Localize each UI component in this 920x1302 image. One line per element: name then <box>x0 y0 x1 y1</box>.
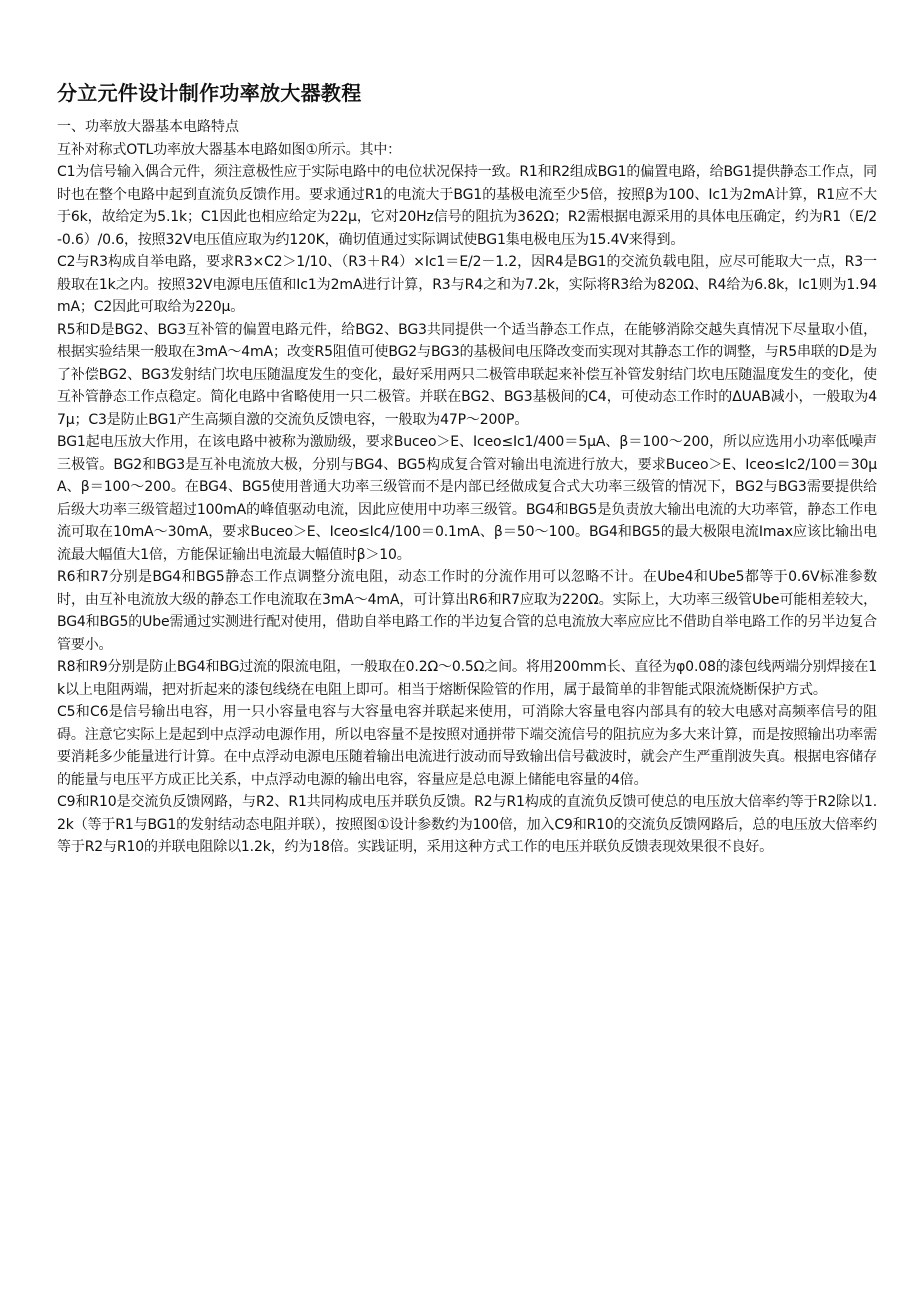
paragraph-r5-d: R5和D是BG2、BG3互补管的偏置电路元件，给BG2、BG3共同提供一个适当静态工作点，在能够消除交越失真情况下尽量取小值，根据实验结果一般取在3mA～4mA；改变R5阻值可使BG2与BG3的基极间电压降改变而实现对其静态工作的调整，与R5串联的D是为了补偿BG2、BG3发射结门坎电压随温度发生的变化，最好采用两只二极管串联起来补偿互补管发射结门坎电压随温度发生的变化，使互补管静态工作点稳定。简化电路中省略使用一只二极管。并联在BG2、BG3基极间的C4，可使动态工作时的ΔUAB减小，一般取为47μ；C3是防止BG1产生高频自激的交流负反馈电容，一般取为47P～200P。 <box>57 321 877 428</box>
intro-paragraph: 互补对称式OTL功率放大器基本电路如图①所示。其中： <box>57 141 402 158</box>
document-page <box>57 78 877 859</box>
document-title: 分立元件设计制作功率放大器教程 <box>57 81 362 105</box>
paragraph-c2-r3: C2与R3构成自举电路，要求R3×C2＞1/10、（R3＋R4）×Ic1＝E/2－1.2，因R4是BG1的交流负载电阻，应尽可能取大一点，R3一般取在1k之内。按照32V电源电压值和Ic1为2mA进行计算，R3与R4之和为7.2k，实际将R3给为820Ω、R4给为6.8k，Ic1则为1.94mA；C2因此可取给为220μ。 <box>57 254 877 315</box>
paragraph-bg1: BG1起电压放大作用，在该电路中被称为激励级，要求Buceo＞E、Iceo≤Ic1/400＝5μA、β＝100～200，所以应选用小功率低噪声三极管。BG2和BG3是互补电流放大极，分别与BG4、BG5构成复合管对输出电流进行放大，要求Buceo＞E、Iceo≤Ic2/100＝30μA、β＝100～200。在BG4、BG5使用普通大功率三级管而不是内部已经做成复合式大功率三级管的情况下，BG2与BG3需要提供给后级大功率三级管超过100mA的峰值驱动电流，因此应使用中功率三级管。BG4和BG5是负责放大输出电流的大功率管，静态工作电流可取在10mA～30mA，要求Buceo＞E、Iceo≤Ic4/100＝0.1mA、β＝50～100。BG4和BG5的最大极限电流Imax应该比输出电流最大幅值大1倍，方能保证输出电流最大幅值时β＞10。 <box>57 434 877 563</box>
section-heading: 一、功率放大器基本电路特点 <box>57 119 239 135</box>
paragraph-r8-r9: R8和R9分别是防止BG4和BG过流的限流电阻，一般取在0.2Ω～0.5Ω之间。将用200mm长、直径为φ0.08的漆包线两端分别焊接在1k以上电阻两端，把对折起来的漆包线绕在电阻上即可。相当于熔断保险管的作用，属于最简单的非智能式限流烧断保护方式。 <box>57 659 877 698</box>
paragraph-c9-r10: C9和R10是交流负反馈网路，与R2、R1共同构成电压并联负反馈。R2与R1构成的直流负反馈可使总的电压放大倍率约等于R2除以1.2k（等于R1与BG1的发射结动态电阻并联），按照图①设计参数约为100倍，加入C9和R10的交流负反馈网路后，总的电压放大倍率约等于R2与R10的并联电阻除以1.2k，约为18倍。实践证明，采用这种方式工作的电压并联负反馈表现效果很不良好。 <box>57 794 877 855</box>
paragraph-r6-r7: R6和R7分别是BG4和BG5静态工作点调整分流电阻，动态工作时的分流作用可以忽略不计。在Ube4和Ube5都等于0.6V标准参数时，由互补电流放大级的静态工作电流取在3mA～4mA，可计算出R6和R7应取为220Ω。实际上，大功率三级管Ube可能相差较大，BG4和BG5的Ube需通过实测进行配对使用，借助自举电路工作的半边复合管的总电流放大率应应比不借助自举电路工作的另半边复合管要小。 <box>57 569 878 653</box>
paragraph-c1-r1-r2: C1为信号输入偶合元件，须注意极性应于实际电路中的电位状况保持一致。R1和R2组成BG1的偏置电路，给BG1提供静态工作点，同时也在整个电路中起到直流负反馈作用。要求通过R1的电流大于BG1的基极电流至少5倍，按照β为100、Ic1为2mA计算，R1应不大于6k，故给定为5.1k；C1因此也相应给定为22μ，它对20Hz信号的阻抗为362Ω；R2需根据电源采用的具体电压确定，约为R1（E/2-0.6）/0.6，按照32V电压值应取为约120K，确切值通过实际调试使BG1集电极电压为15.4V来得到。 <box>57 164 877 248</box>
paragraph-c5-c6: C5和C6是信号输出电容，用一只小容量电容与大容量电容并联起来使用，可消除大容量电容内部具有的较大电感对高频率信号的阻碍。注意它实际上是起到中点浮动电源作用，所以电容量不是按照对通拼带下端交流信号的阻抗应为多大来计算，而是按照输出功率需要消耗多少能量进行计算。在中点浮动电源电压随着输出电流进行波动而导致输出信号截波时，就会产生严重削波失真。根据电容储存的能量与电压平方成正比关系，中点浮动电源的输出电容，容量应是总电源上储能电容量的4倍。 <box>57 704 877 788</box>
